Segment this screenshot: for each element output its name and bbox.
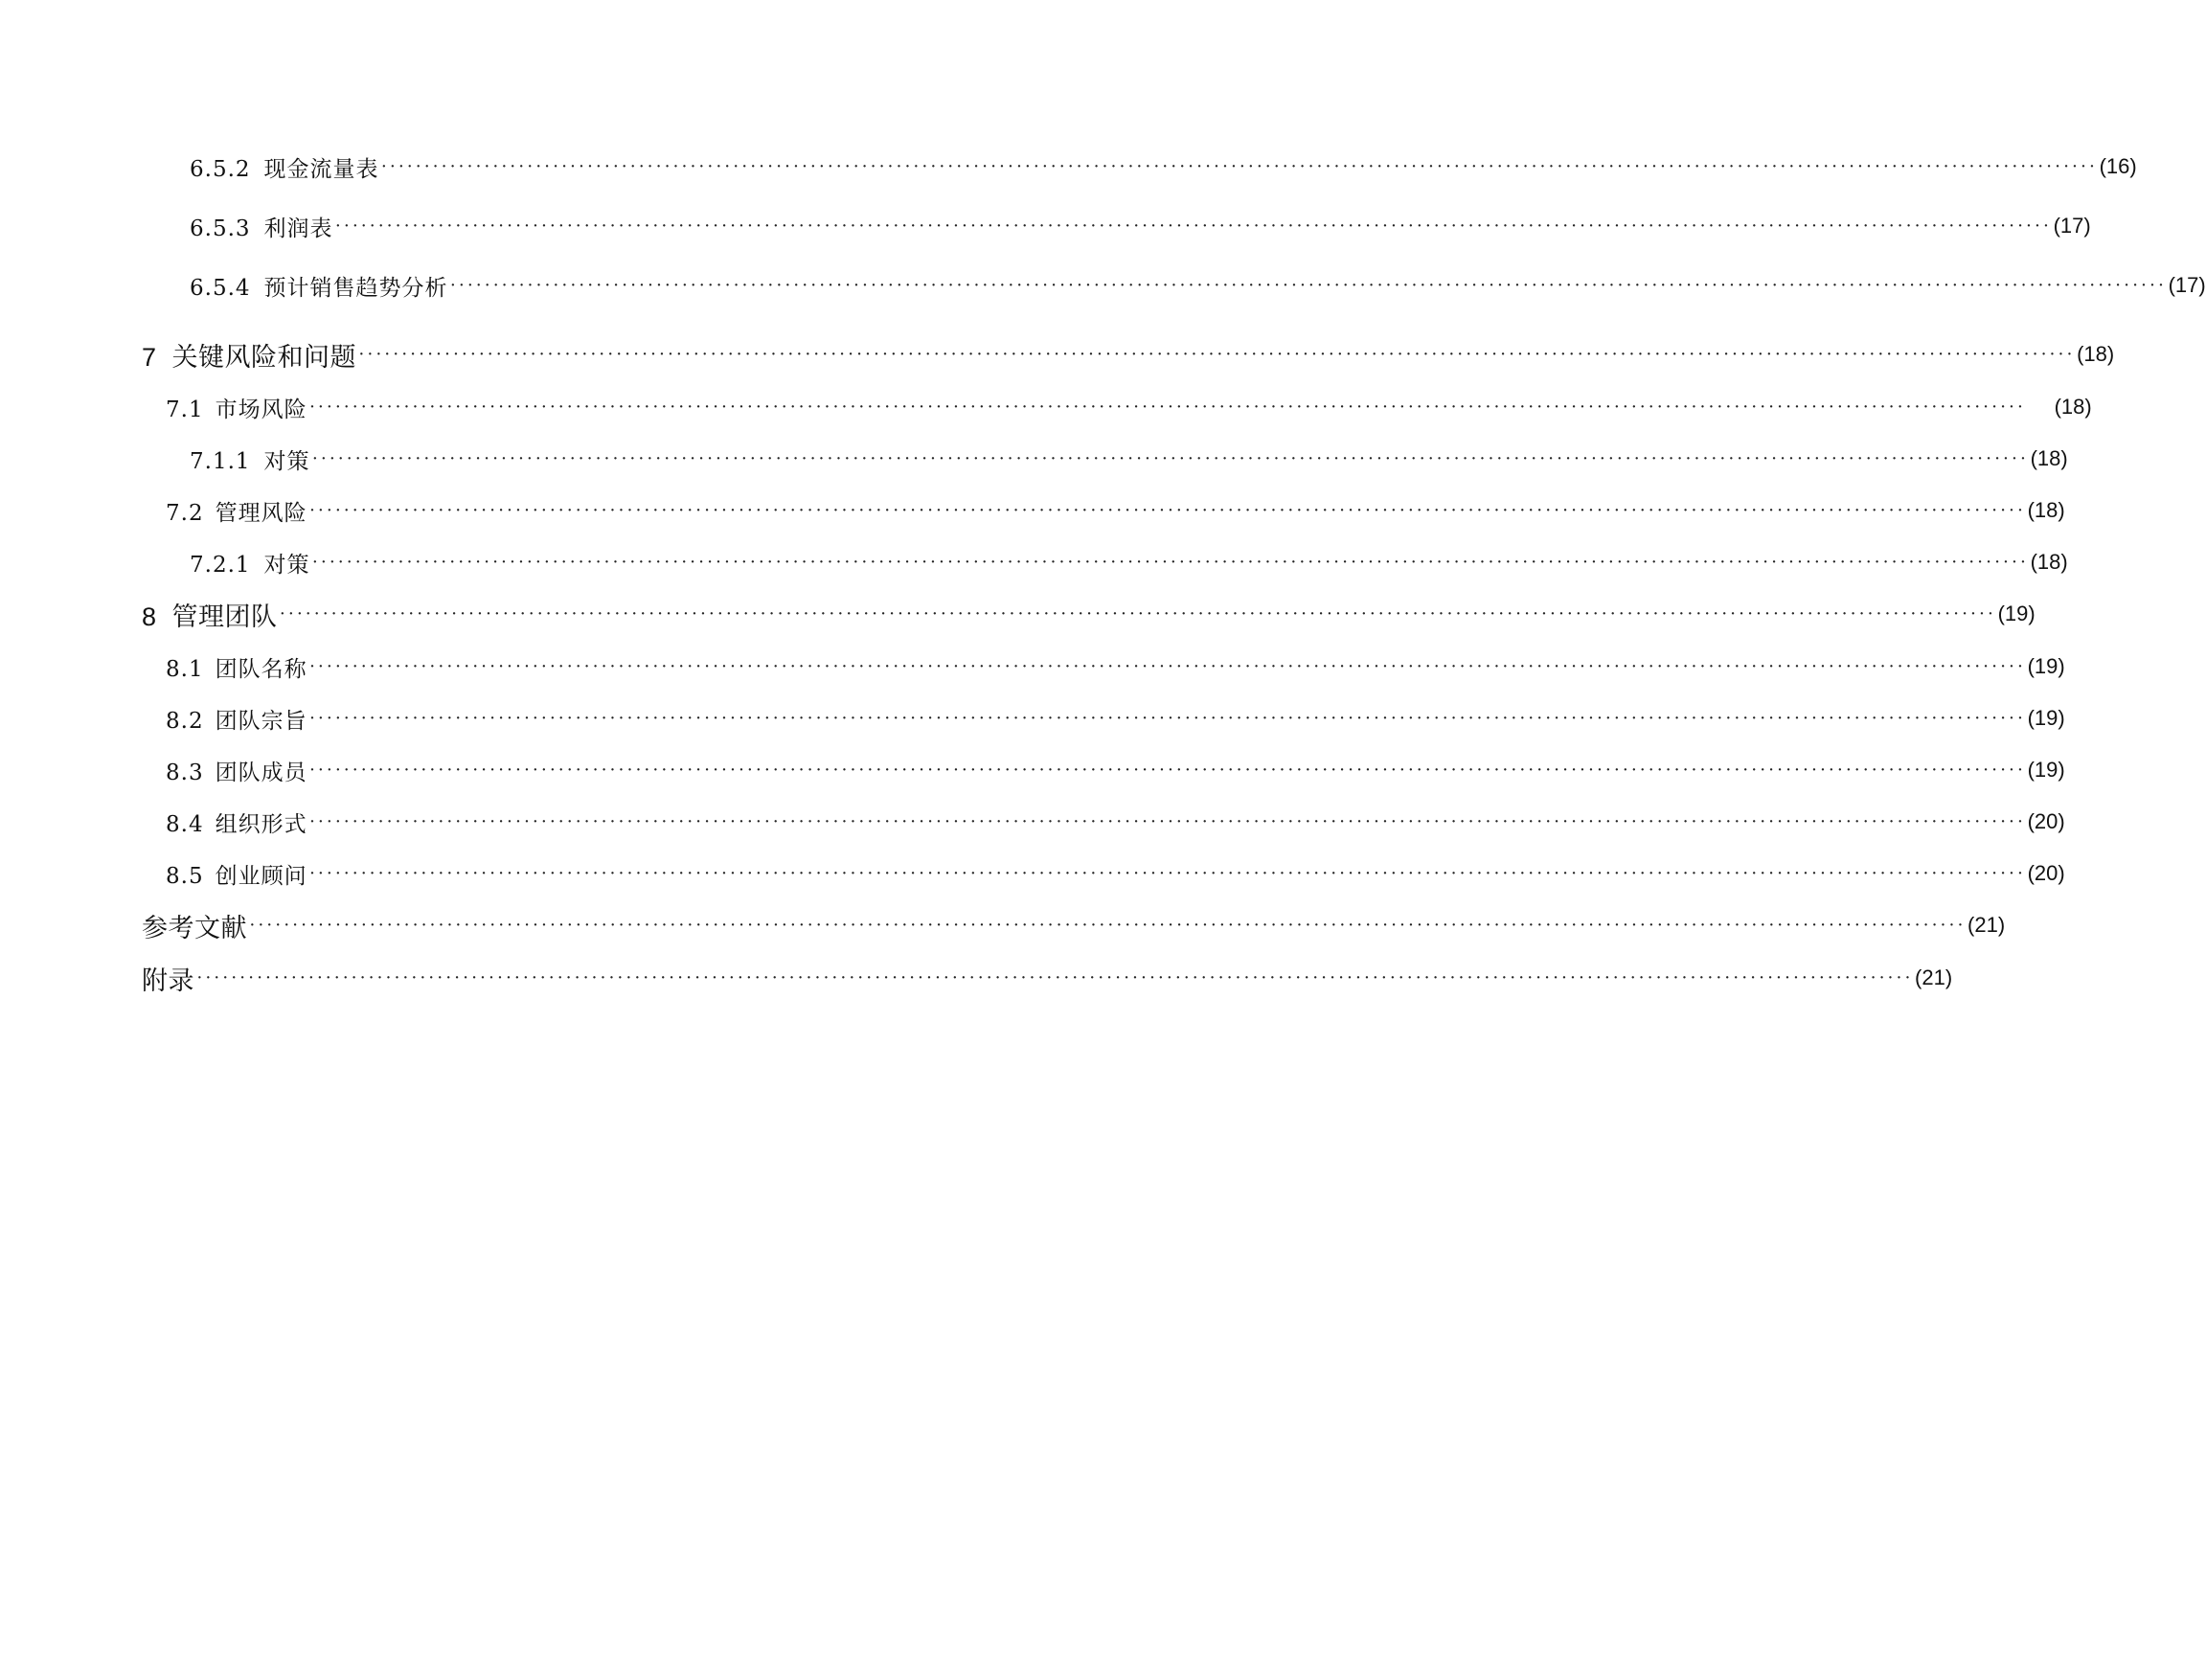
toc-entry-8-3[interactable] — [166, 751, 2065, 789]
toc-page-number: (17) — [2053, 214, 2091, 238]
toc-page-number: (16) — [2099, 154, 2137, 178]
toc-entry-label — [190, 547, 310, 579]
toc-entry-8-4[interactable] — [166, 803, 2065, 841]
toc-page-number: (18) — [2077, 342, 2115, 366]
toc-dot-leader: ········································································································································································································ — [311, 552, 2029, 573]
toc-entry-7[interactable] — [142, 335, 2115, 374]
toc-dot-leader: ········································································································································································································ — [308, 760, 2026, 781]
toc-entry-7-1-1[interactable] — [190, 440, 2068, 478]
toc-entry-number: 6.5.4 — [190, 275, 251, 301]
toc-entry-label — [142, 336, 356, 374]
toc-page-number: (19) — [2027, 706, 2065, 730]
toc-page-number: (20) — [2027, 809, 2065, 833]
toc-entry-7-2-1[interactable] — [190, 543, 2068, 581]
toc-entry-number: 6.5.2 — [190, 156, 251, 182]
toc-entry-label — [166, 703, 307, 735]
toc-entry-number: 7.1 — [166, 397, 204, 422]
toc-entry-label — [142, 960, 194, 997]
toc-entry-6-5-3[interactable] — [190, 207, 2091, 245]
toc-page-number: (20) — [2027, 861, 2065, 885]
toc-entry-8-1[interactable] — [166, 647, 2065, 686]
toc-page-number: (21) — [1967, 913, 2006, 937]
toc-entry-title: 团队宗旨 — [215, 708, 307, 734]
toc-entry-8-5[interactable] — [166, 854, 2065, 893]
toc-entry-number: 8.2 — [166, 708, 204, 734]
toc-entry-title: 关键风险和问题 — [171, 342, 357, 372]
toc-entry-label — [142, 596, 278, 633]
toc-page-number: (18) — [2030, 446, 2068, 470]
toc-entry-title: 参考文献 — [142, 913, 247, 942]
toc-page-number: (19) — [2027, 654, 2065, 678]
toc-entry-number: 8.4 — [166, 811, 204, 837]
toc-entry-title: 附录 — [142, 965, 194, 995]
toc-entry-label — [190, 270, 448, 302]
toc-entry-appendix[interactable] — [142, 959, 1953, 997]
toc-entry-title: 管理风险 — [215, 500, 307, 526]
toc-entry-title: 市场风险 — [215, 397, 307, 422]
toc-entry-title: 团队名称 — [215, 656, 307, 682]
toc-dot-leader: ········································································································································································································ — [311, 448, 2029, 469]
toc-entry-number: 7.2 — [166, 500, 204, 526]
toc-dot-leader: ········································································································································································································ — [334, 216, 2052, 237]
toc-entry-title: 利润表 — [263, 216, 333, 241]
toc-entry-number: 6.5.3 — [190, 216, 251, 241]
toc-dot-leader: ········································································································································································································ — [308, 397, 2026, 418]
toc-entry-title: 创业顾问 — [215, 863, 307, 889]
toc-page-number: (19) — [1997, 602, 2035, 625]
toc-entry-label — [166, 392, 307, 423]
toc-entry-number: 8.3 — [166, 760, 204, 785]
toc-entry-number: 8.1 — [166, 656, 204, 682]
toc-dot-leader: ········································································································································································································ — [449, 275, 2167, 296]
toc-entry-label — [166, 651, 307, 683]
toc-entry-title: 对策 — [263, 552, 310, 578]
toc-entry-label — [142, 907, 247, 944]
toc-entry-7-2[interactable] — [166, 491, 2065, 530]
toc-entry-label — [166, 858, 307, 890]
toc-dot-leader: ········································································································································································································ — [308, 656, 2026, 677]
toc-page-number: (18) — [2030, 550, 2068, 574]
toc-entry-label — [166, 806, 307, 838]
toc-entry-references[interactable] — [142, 906, 2006, 944]
toc-entry-title: 团队成员 — [215, 760, 307, 785]
toc-entry-label — [166, 755, 307, 786]
toc-entry-label — [190, 443, 310, 475]
toc-page-number: (19) — [2027, 758, 2065, 782]
toc-dot-leader: ········································································································································································································ — [308, 500, 2026, 521]
toc-entry-title: 预计销售趋势分析 — [263, 275, 448, 301]
toc-dot-leader: ········································································································································································································ — [196, 967, 1914, 988]
toc-entry-label — [190, 211, 333, 242]
toc-dot-leader: ········································································································································································································ — [380, 156, 2098, 177]
toc-entry-title: 组织形式 — [215, 811, 307, 837]
toc-entry-title: 管理团队 — [171, 602, 278, 631]
toc-entry-6-5-4[interactable] — [190, 266, 2206, 305]
toc-page-number: (21) — [1915, 965, 1953, 989]
toc-entry-number: 7.2.1 — [190, 552, 251, 578]
toc-page-number: (18) — [2027, 498, 2065, 522]
toc-entry-label — [166, 495, 307, 527]
toc-entry-label — [190, 151, 379, 183]
toc-entry-title: 现金流量表 — [263, 156, 379, 182]
toc-dot-leader: ········································································································································································································ — [279, 603, 1996, 624]
toc-entry-title: 对策 — [263, 448, 310, 474]
toc-entry-7-1[interactable] — [166, 388, 2092, 426]
toc-page-number: (18) — [2054, 395, 2092, 419]
toc-entry-8-2[interactable] — [166, 699, 2065, 738]
toc-dot-leader: ········································································································································································································ — [308, 708, 2026, 729]
toc-dot-leader: ········································································································································································································ — [249, 915, 1967, 936]
toc-entry-6-5-2[interactable] — [190, 148, 2137, 186]
toc-entry-8[interactable] — [142, 595, 2035, 633]
toc-dot-leader: ········································································································································································································ — [358, 344, 2076, 365]
toc-entry-number: 8.5 — [166, 863, 204, 889]
toc-dot-leader: ········································································································································································································ — [308, 811, 2026, 832]
toc-entry-number: 8 — [142, 602, 157, 631]
toc-dot-leader: ········································································································································································································ — [308, 863, 2026, 884]
toc-entry-number: 7 — [142, 342, 157, 372]
toc-page-number: (17) — [2168, 273, 2206, 297]
toc-entry-number: 7.1.1 — [190, 448, 251, 474]
